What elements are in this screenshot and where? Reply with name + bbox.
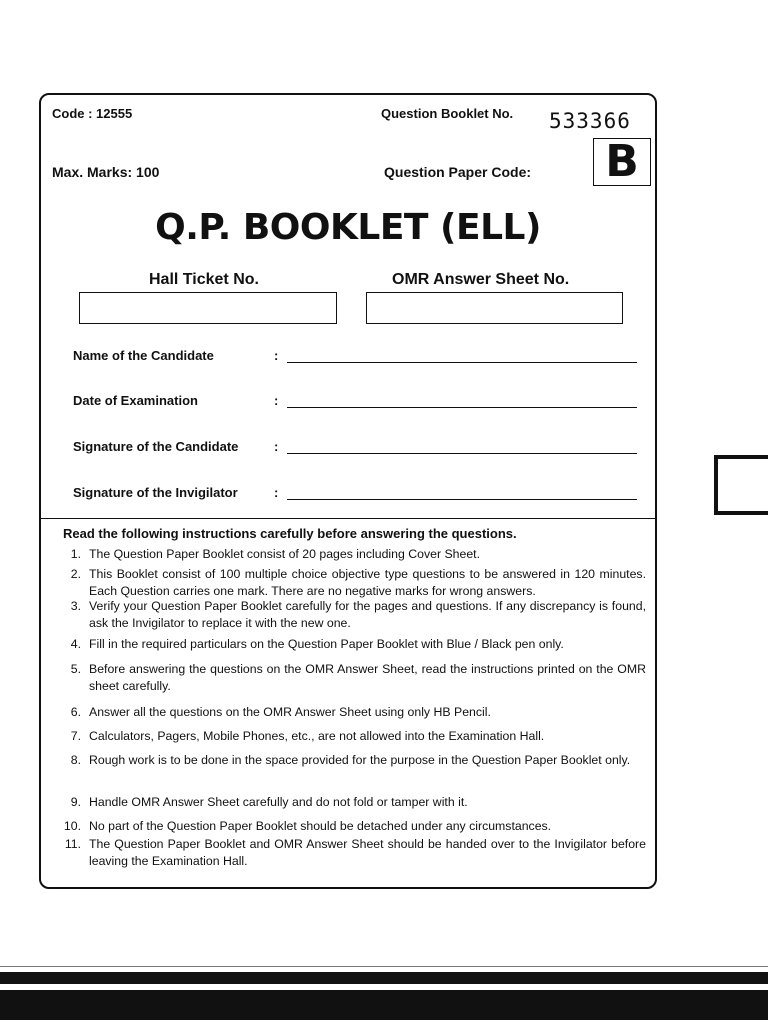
instruction-number: 11. xyxy=(64,837,81,851)
instruction-number: 10. xyxy=(63,819,81,833)
instruction-number: 3. xyxy=(70,599,81,613)
instruction-number: 4. xyxy=(70,637,81,651)
field-exam-date xyxy=(73,393,643,415)
field-candidate-signature xyxy=(73,439,643,461)
instruction-number: 1. xyxy=(70,547,81,561)
bottom-band-lower xyxy=(0,990,768,1020)
question-paper-code-box xyxy=(593,138,651,186)
instruction-item xyxy=(61,818,646,835)
instruction-number: 9. xyxy=(70,795,81,809)
question-paper-code-label: Question Paper Code: xyxy=(384,164,532,180)
field-label: Date of Examination xyxy=(73,393,198,408)
instruction-text: Fill in the required particulars on the Question Paper Booklet with Blue / Black pen only. xyxy=(89,637,564,651)
instruction-item xyxy=(61,836,646,869)
field-label: Signature of the Candidate xyxy=(73,439,239,454)
instruction-item xyxy=(61,636,646,653)
instruction-text: The Question Paper Booklet consist of 20 pages including Cover Sheet. xyxy=(89,547,481,561)
instruction-text: Answer all the questions on the OMR Answer Sheet using only HB Pencil. xyxy=(89,705,491,719)
instruction-number: 8. xyxy=(70,753,81,767)
field-colon: : xyxy=(274,439,279,454)
registration-corner-mark xyxy=(714,455,768,515)
bottom-band-upper xyxy=(0,972,768,984)
instruction-item xyxy=(61,661,646,694)
field-colon: : xyxy=(274,485,279,500)
instruction-number: 6. xyxy=(70,705,81,719)
instruction-text: No part of the Question Paper Booklet should be detached under any circumstances. xyxy=(89,819,552,833)
instruction-item xyxy=(61,704,646,721)
instructions-heading: Read the following instructions carefully before answering the questions. xyxy=(63,526,517,541)
candidate-signature-line[interactable] xyxy=(287,453,637,454)
omr-sheet-label: OMR Answer Sheet No. xyxy=(392,271,570,288)
booklet-title: Q.P. BOOKLET (ELL) xyxy=(155,207,541,248)
booklet-code: Code : 12555 xyxy=(52,106,133,121)
question-booklet-cover xyxy=(39,93,657,889)
instruction-text: Handle OMR Answer Sheet carefully and do not fold or tamper with it. xyxy=(89,795,468,809)
question-booklet-no-value: 533366 xyxy=(549,109,631,133)
instruction-item xyxy=(61,794,646,811)
bottom-thin-line xyxy=(0,966,768,967)
field-label: Name of the Candidate xyxy=(73,348,214,363)
max-marks: Max. Marks: 100 xyxy=(52,164,160,180)
question-booklet-no-label: Question Booklet No. xyxy=(381,106,514,121)
instruction-item xyxy=(61,752,646,769)
section-divider xyxy=(39,518,657,519)
field-colon: : xyxy=(274,393,279,408)
hall-ticket-box[interactable] xyxy=(79,292,337,324)
instruction-text: Verify your Question Paper Booklet carefully for the pages and questions. If any discrepancy is found, ask the Invigilator to replace it with the new one. xyxy=(89,599,646,630)
instruction-item xyxy=(61,728,646,745)
instruction-number: 7. xyxy=(70,729,81,743)
instruction-number: 2. xyxy=(70,567,81,581)
instruction-text: Before answering the questions on the OMR Answer Sheet, read the instructions printed on the OMR sheet carefully. xyxy=(89,662,646,693)
candidate-name-line[interactable] xyxy=(287,362,637,363)
instruction-item xyxy=(61,546,646,563)
exam-date-line[interactable] xyxy=(287,407,637,408)
hall-ticket-label: Hall Ticket No. xyxy=(149,271,259,288)
instruction-text: Calculators, Pagers, Mobile Phones, etc., are not allowed into the Examination Hall. xyxy=(89,729,545,743)
field-label: Signature of the Invigilator xyxy=(73,485,238,500)
instruction-number: 5. xyxy=(70,662,81,676)
field-colon: : xyxy=(274,348,279,363)
omr-sheet-box[interactable] xyxy=(366,292,623,324)
question-paper-code-value: B xyxy=(605,136,639,187)
instruction-text: Rough work is to be done in the space provided for the purpose in the Question Paper Booklet only. xyxy=(89,753,631,767)
instruction-text: The Question Paper Booklet and OMR Answer Sheet should be handed over to the Invigilator before leaving the Examination Hall. xyxy=(89,837,646,868)
invigilator-signature-line[interactable] xyxy=(287,499,637,500)
instruction-text: This Booklet consist of 100 multiple choice objective type questions to be answered in 120 minutes. Each Question carries one mark. There are no negative marks for wrong answers. xyxy=(89,567,646,598)
instruction-item xyxy=(61,566,646,599)
instruction-item xyxy=(61,598,646,631)
field-candidate-name xyxy=(73,348,643,370)
field-invigilator-signature xyxy=(73,485,643,507)
